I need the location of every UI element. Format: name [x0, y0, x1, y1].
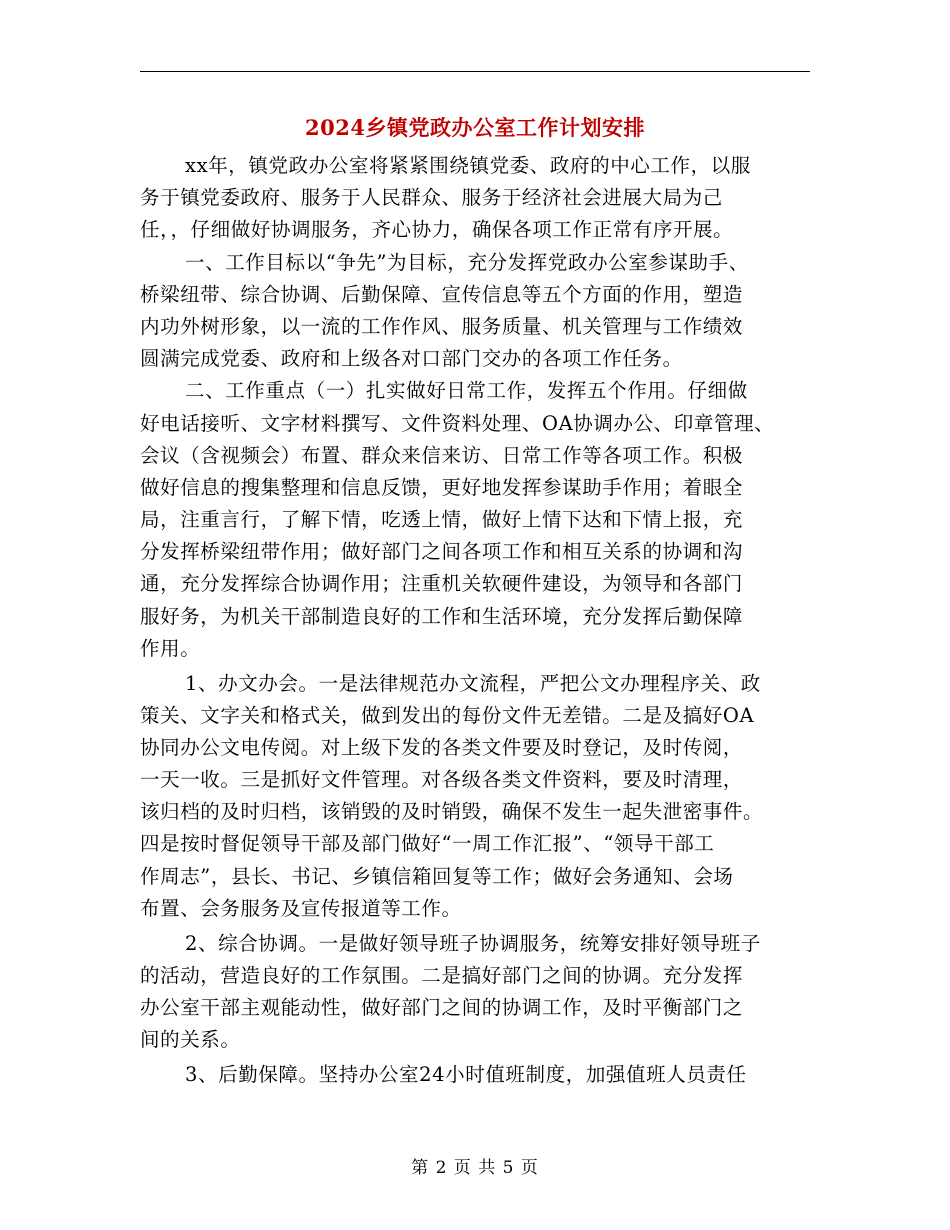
- paragraph-line: 布置、会务服务及宣传报道等工作。: [140, 896, 462, 920]
- document-title: 2024乡镇党政办公室工作计划安排: [305, 115, 645, 140]
- paragraph-line: 办公室干部主观能动性，做好部门之间的协调工作，及时平衡部门之: [140, 995, 744, 1019]
- paragraph-line: 会议（含视频会）布置、群众来信来访、日常工作等各项工作。积极: [140, 443, 744, 467]
- paragraph-line: 通，充分发挥综合协调作用；注重机关软硬件建设，为领导和各部门: [140, 572, 744, 596]
- paragraph-line: xx年，镇党政办公室将紧紧围绕镇党委、政府的中心工作，以服: [185, 154, 751, 177]
- paragraph-line: 分发挥桥梁纽带作用；做好部门之间各项工作和相互关系的协调和沟: [140, 540, 744, 564]
- paragraph-line: 好电话接听、文字材料撰写、文件资料处理、OA协调办公、印章管理、: [140, 411, 775, 435]
- paragraph-line: 作周志”，县长、书记、乡镇信箱回复等工作；做好会务通知、会场: [140, 864, 734, 888]
- paragraph-line: 作用。: [140, 636, 201, 660]
- paragraph-line: 该归档的及时归档，该销毁的及时销毁，确保不发生一起失泄密事件。: [140, 800, 764, 824]
- paragraph-line: 一天一收。三是抓好文件管理。对各级各类文件资料，要及时清理，: [140, 768, 744, 792]
- paragraph-line: 圆满完成党委、政府和上级各对口部门交办的各项工作任务。: [140, 347, 683, 371]
- header-rule: [140, 71, 810, 72]
- paragraph-line: 1、办文办会。一是法律规范办文流程，严把公文办理程序关、政: [185, 671, 761, 695]
- page-number: 第 2 页 共 5 页: [411, 1158, 539, 1178]
- paragraph-line: 四是按时督促领导干部及部门做好“一周工作汇报”、“领导干部工: [140, 832, 715, 856]
- paragraph-line: 务于镇党委政府、服务于人民群众、服务于经济社会进展大局为己: [140, 186, 723, 210]
- paragraph-line: 协同办公文电传阅。对上级下发的各类文件要及时登记，及时传阅，: [140, 735, 744, 759]
- paragraph-line: 3、后勤保障。坚持办公室24小时值班制度，加强值班人员责任: [185, 1062, 747, 1086]
- paragraph-line: 间的关系。: [140, 1028, 241, 1052]
- paragraph-line: 任，，仔细做好协调服务，齐心协力，确保各项工作正常有序开展。: [140, 218, 734, 242]
- paragraph-line: 做好信息的搜集整理和信息反馈，更好地发挥参谋助手作用；着眼全: [140, 475, 744, 499]
- paragraph-line: 2、综合协调。一是做好领导班子协调服务，统筹安排好领导班子: [185, 931, 761, 955]
- paragraph-line: 桥梁纽带、综合协调、后勤保障、宣传信息等五个方面的作用，塑造: [140, 282, 744, 306]
- paragraph-line: 的活动，营造良好的工作氛围。二是搞好部门之间的协调。充分发挥: [140, 963, 744, 987]
- paragraph-line: 策关、文字关和格式关，做到发出的每份文件无差错。二是及搞好OA: [140, 703, 755, 727]
- paragraph-line: 内功外树形象，以一流的工作作风、服务质量、机关管理与工作绩效: [140, 314, 744, 338]
- paragraph-line: 局，注重言行，了解下情，吃透上情，做好上情下达和下情上报，充: [140, 508, 744, 532]
- paragraph-line: 二、工作重点（一）扎实做好日常工作，发挥五个作用。仔细做: [185, 379, 748, 403]
- paragraph-line: 一、工作目标以“争先”为目标，充分发挥党政办公室参谋助手、: [185, 250, 749, 274]
- document-body: [140, 150, 815, 1091]
- paragraph-line: 服好务，为机关干部制造良好的工作和生活环境，充分发挥后勤保障: [140, 604, 744, 628]
